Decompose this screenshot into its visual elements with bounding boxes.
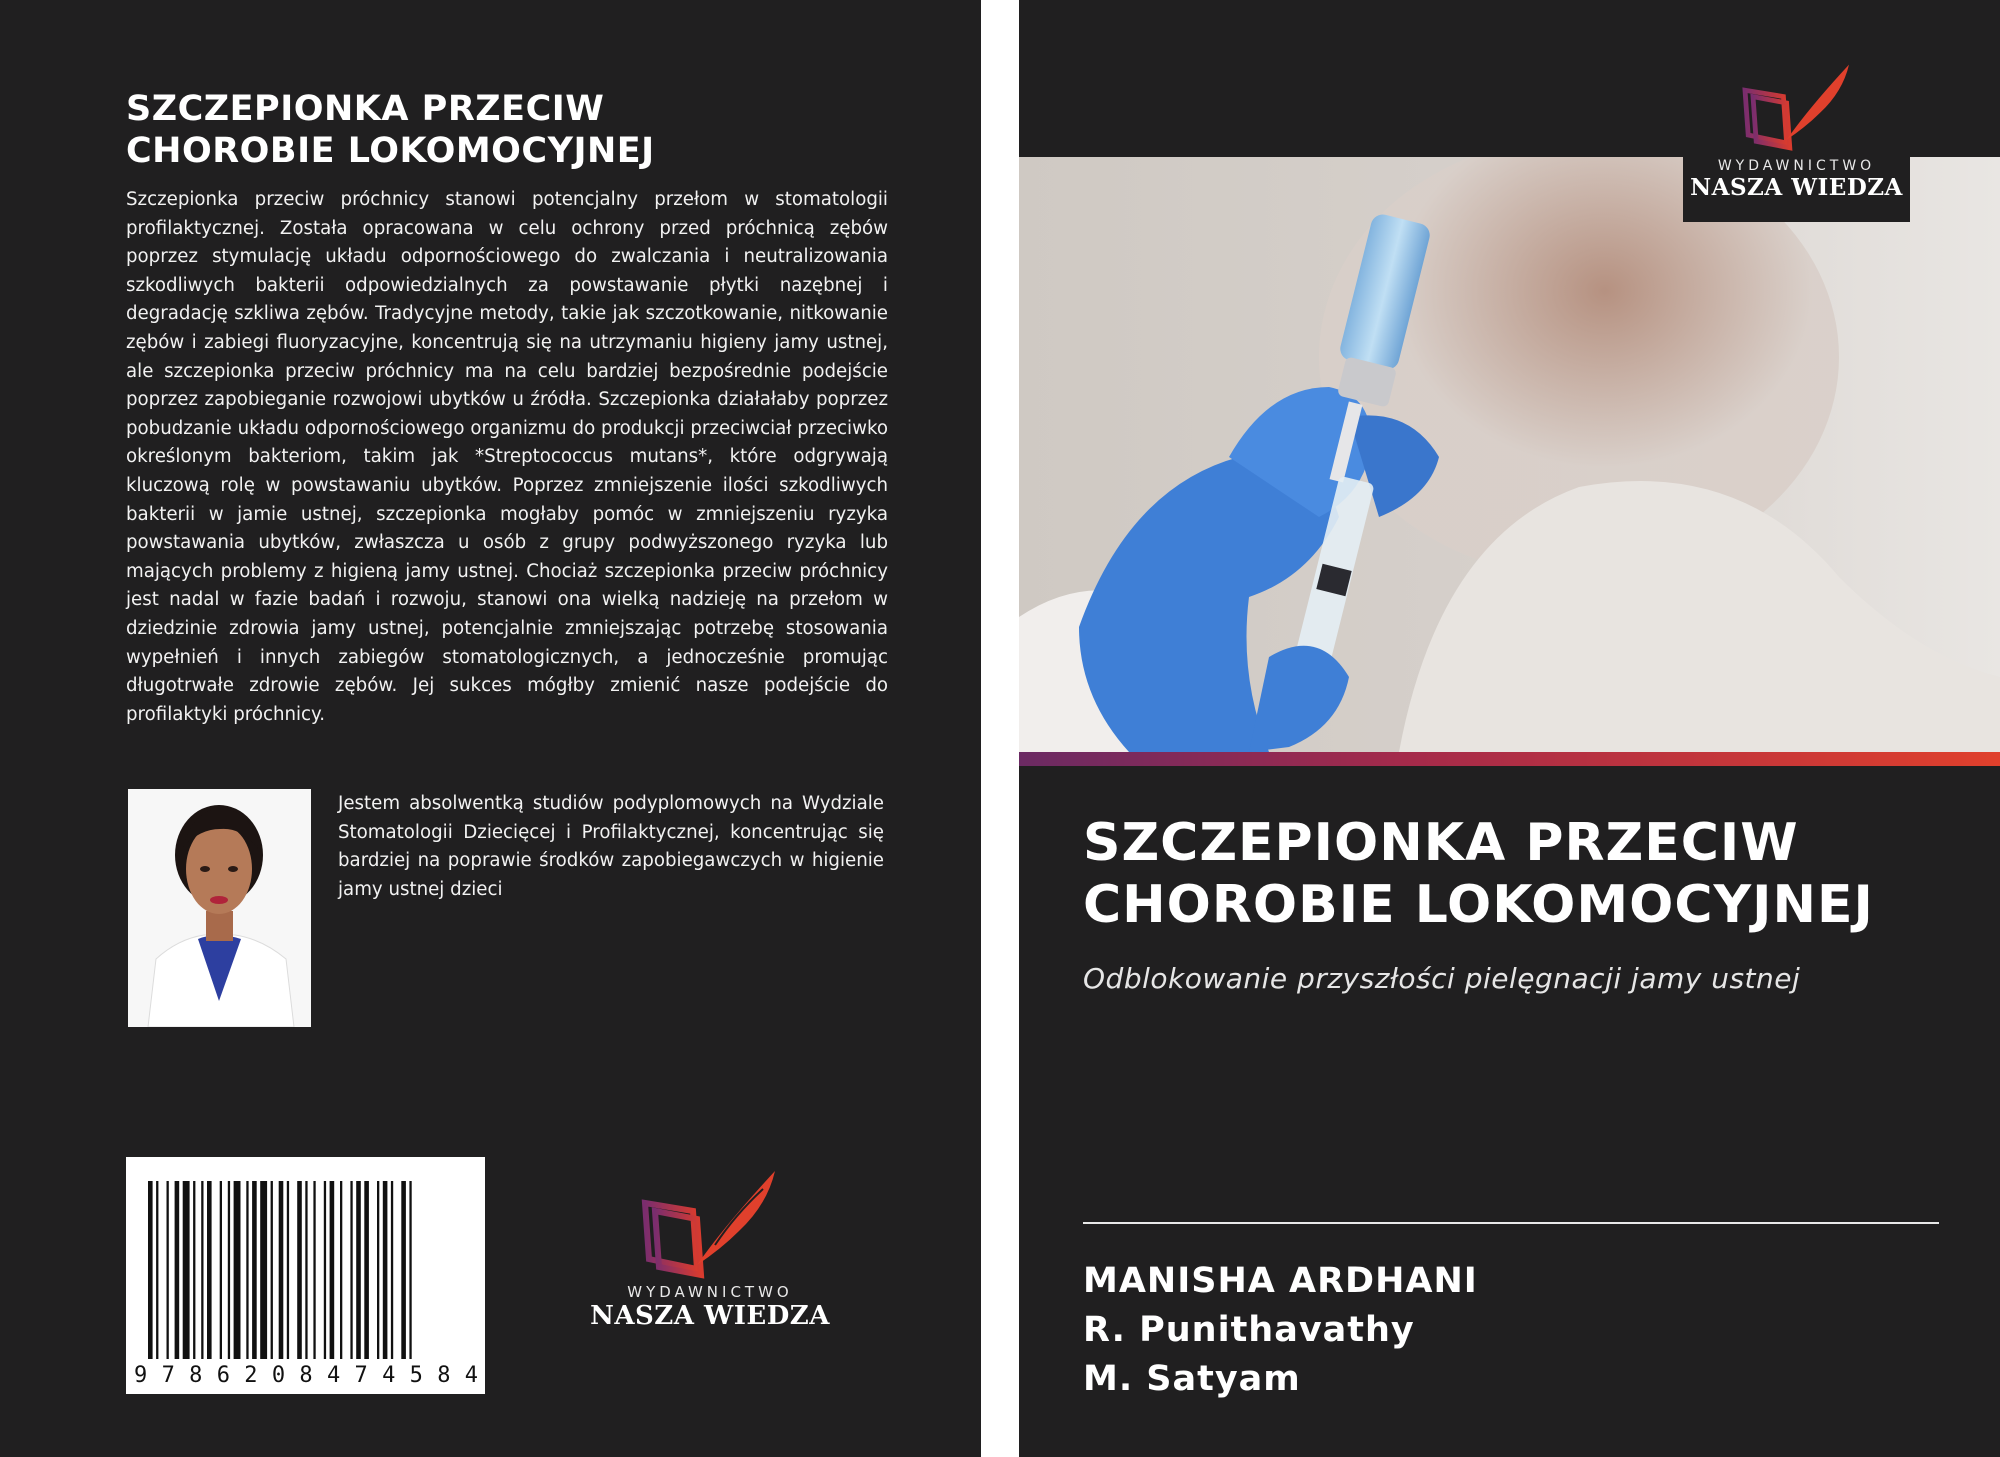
publisher-big-text: NASZA WIEDZA (1690, 174, 1903, 201)
isbn-digit: 8 (299, 1363, 313, 1388)
publisher-small-text: WYDAWNICTWO (1717, 158, 1876, 174)
back-title-line-1: SZCZEPIONKA PRZECIW (126, 89, 605, 129)
front-title (1083, 812, 1983, 936)
author-list (1083, 1257, 1963, 1404)
front-cover (1019, 0, 2000, 1457)
isbn-digit: 4 (464, 1363, 478, 1388)
author-photo (128, 789, 311, 1027)
front-title-line-1: SZCZEPIONKA PRZECIW (1083, 813, 1799, 873)
isbn-digit: 8 (189, 1363, 203, 1388)
author-name-2: R. Punithavathy (1083, 1310, 1415, 1350)
syringe-vial-photo-icon (1019, 157, 2000, 752)
author-portrait-icon (128, 789, 311, 1027)
isbn-digit: 9 (134, 1363, 148, 1388)
back-blurb: Szczepionka przeciw próchnicy stanowi potencjalny przełom w stomatologii profilaktycznej. Została opracowana w celu ochrony przed próchnicą zębów poprzez stymulację układu odpornościowego do zwalczania i neutralizowania szkodliwych bakterii odpowiedzialnych za powstawanie płytki nazębnej i degradację szkliwa zębów. Tradycyjne metody, takie jak szczotkowanie, nitkowanie zębów i zabiegi fluoryzacyjne, koncentrują się na utrzymaniu higieny jamy ustnej, ale szczepionka przeciw próchnicy ma na celu bardziej bezpośrednie podejście poprzez zapobieganie rozwojowi ubytków u źródła. Szczepionka działałaby poprzez pobudzanie układu odpornościowego organizmu do produkcji przeciwciał przeciwko określonym bakteriom, takim jak *Streptococcus mutans*, które odgrywają kluczową rolę w powstawaniu ubytków. Poprzez zmniejszenie ilości szkodliwych bakterii w jamie ustnej, szczepionka mogłaby pomóc w zmniejszeniu ryzyka powstawania ubytków, zwłaszcza u osób z grupy podwyższonego ryzyka lub mających problemy z higieną jamy ustnej. Chociaż szczepionka przeciw próchnicy jest nadal w fazie badań i rozwoju, stanowi ona wielką nadzieję na przełom w dziedzinie zdrowia jamy ustnej, potencjalnie zmniejszając potrzebę stosowania wypełnień i innych zabiegów stomatologicznych, a jednocześnie promując długotrwałe zdrowie zębów. Jej sukces mógłby zmienić nasze podejście do profilaktyki próchnicy. (126, 189, 888, 725)
isbn-digit: 6 (216, 1363, 230, 1388)
isbn-digit: 7 (354, 1363, 368, 1388)
isbn-digit: 2 (244, 1363, 258, 1388)
isbn-digit: 7 (161, 1363, 175, 1388)
spine-gap (981, 0, 1019, 1457)
back-cover (0, 0, 981, 1457)
isbn-digit: 4 (326, 1363, 341, 1388)
barcode-bars-icon (126, 1157, 485, 1394)
isbn-digit: 5 (409, 1363, 423, 1388)
publisher-big-text: NASZA WIEDZA (590, 1301, 830, 1331)
front-title-line-2: CHOROBIE LOKOMOCYJNEJ (1083, 875, 1874, 935)
cover-photo (1019, 157, 2000, 752)
author-divider (1083, 1222, 1939, 1224)
publisher-logo-front (1683, 52, 1910, 222)
back-title-line-2: CHOROBIE LOKOMOCYJNEJ (126, 131, 655, 171)
author-name-3: M. Satyam (1083, 1359, 1301, 1399)
isbn-digit: 0 (271, 1363, 286, 1388)
isbn-digit: 8 (437, 1363, 451, 1388)
accent-bar (1019, 752, 2000, 766)
isbn-digit: 4 (382, 1363, 396, 1388)
author-name-1: MANISHA ARDHANI (1083, 1261, 1478, 1301)
book-quill-logo-icon (1737, 58, 1857, 156)
author-bio: Jestem absolwentką studiów podyplomowych na Wydziale Stomatologii Dziecięcej i Profilaktycznej, koncentrując się bardziej na poprawie środków zapobiegawczych w higienie jamy ustnej dzieci (338, 793, 884, 900)
publisher-logo-back (590, 1165, 830, 1365)
isbn-digits (134, 1363, 478, 1388)
isbn-barcode (126, 1157, 485, 1394)
book-quill-logo-icon (635, 1165, 785, 1283)
back-title (126, 88, 886, 172)
publisher-small-text: WYDAWNICTWO (627, 1283, 793, 1301)
front-subtitle: Odblokowanie przyszłości pielęgnacji jamy ustnej (1083, 962, 1801, 995)
